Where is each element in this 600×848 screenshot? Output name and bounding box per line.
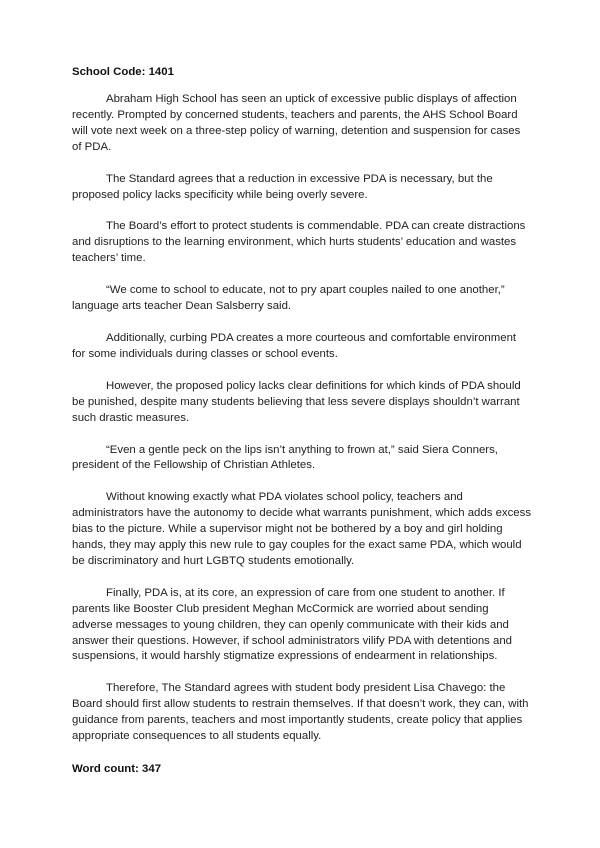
- paragraph-7: “Even a gentle peck on the lips isn’t anything to frown at,” said Siera Conners, president of the Fellowship of Christian Athletes.: [72, 443, 498, 472]
- paragraph-5: Additionally, curbing PDA creates a more courteous and comfortable environment for some individuals during classes or school events.: [72, 331, 517, 360]
- paragraph-3: The Board’s effort to protect students is commendable. PDA can create distractions and disruptions to the learning environment, which hurts students’ education and wastes teachers’ time.: [72, 220, 526, 265]
- word-count: Word count: 347: [72, 763, 162, 775]
- paragraph-10: Therefore, The Standard agrees with student body president Lisa Chavego: the Board should first allow students to restrain themselves. If that doesn’t work, they can, with guidance from parents, teachers and most importantly students, create policy that applies appropriate consequences to all students equally.: [72, 682, 529, 743]
- document-page: [72, 64, 532, 777]
- paragraph-1: Abraham High School has seen an uptick of excessive public displays of affection recently. Prompted by concerned students, teachers and parents, the AHS School Board will vote next week on a three-step policy of warning, detention and suspension for cases of PDA.: [72, 93, 521, 153]
- paragraph-4: “We come to school to educate, not to pry apart couples nailed to one another,” language arts teacher Dean Salsberry said.: [72, 284, 505, 313]
- paragraph-8: Without knowing exactly what PDA violates school policy, teachers and administrators have the autonomy to decide what warrants punishment, which adds excess bias to the picture. While a supervisor might not be bothered by a boy and girl holding hands, they may apply this new rule to gay couples for the exact same PDA, which would be discriminatory and hurt LGBTQ students emotionally.: [72, 491, 532, 567]
- paragraph-6: However, the proposed policy lacks clear definitions for which kinds of PDA should be punished, despite many students believing that less severe displays shouldn’t warrant such drastic measures.: [72, 379, 521, 424]
- school-code: School Code: 1401: [72, 66, 174, 78]
- paragraph-9: Finally, PDA is, at its core, an expression of care from one student to another. If parents like Booster Club president Meghan McCormick are worried about sending adverse messages to young children, they can openly communicate with their kids and answer their questions. However, if school administrators vilify PDA with detentions and suspensions, it would harshly stigmatize expressions of endearment in relationships.: [72, 586, 513, 663]
- paragraph-2: The Standard agrees that a reduction in excessive PDA is necessary, but the proposed policy lacks specificity while being overly severe.: [72, 172, 493, 201]
